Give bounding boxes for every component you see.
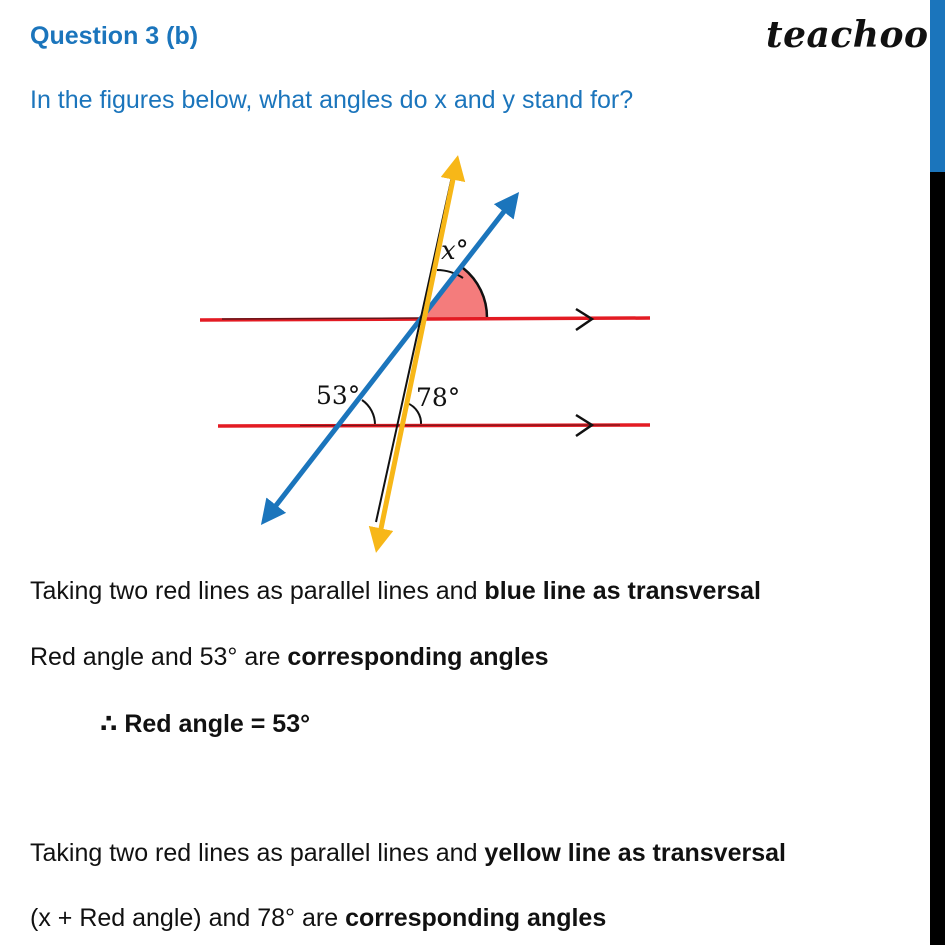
blue-transversal	[264, 196, 516, 521]
solution-line-5-text: (x + Red angle) and 78° are	[30, 904, 346, 932]
solution-line-5	[30, 904, 606, 933]
angle-53-arc	[362, 400, 375, 425]
question-text: In the figures below, what angles do x and y stand for?	[30, 86, 634, 114]
solution-line-2	[30, 643, 549, 672]
solution-line-3: ∴ Red angle = 53°	[100, 710, 311, 738]
teachoo-logo: teachoo	[766, 14, 929, 56]
question-title: Question 3 (b)	[30, 22, 199, 50]
solution-line-2-bold: corresponding angles	[287, 643, 549, 671]
label-x: x°	[441, 236, 469, 266]
scrollbar-thumb[interactable]	[930, 0, 945, 172]
solution-line-4-text: Taking two red lines as parallel lines and	[30, 839, 485, 867]
solution-line-5-bold: corresponding angles	[345, 904, 607, 932]
solution-line-4	[30, 839, 786, 868]
label-53: 53°	[316, 381, 361, 410]
solution-line-1	[30, 577, 761, 606]
yellow-transversal	[377, 160, 457, 548]
lower-line-black-segment	[300, 425, 620, 426]
upper-line-black-segment	[222, 318, 420, 319]
solution-line-1-bold: blue line as transversal	[484, 577, 761, 605]
solution-line-4-bold: yellow line as transversal	[484, 839, 786, 867]
solution-line-1-text: Taking two red lines as parallel lines and	[30, 577, 485, 605]
label-78: 78°	[416, 383, 461, 412]
solution-line-2-text: Red angle and 53° are	[30, 643, 288, 671]
